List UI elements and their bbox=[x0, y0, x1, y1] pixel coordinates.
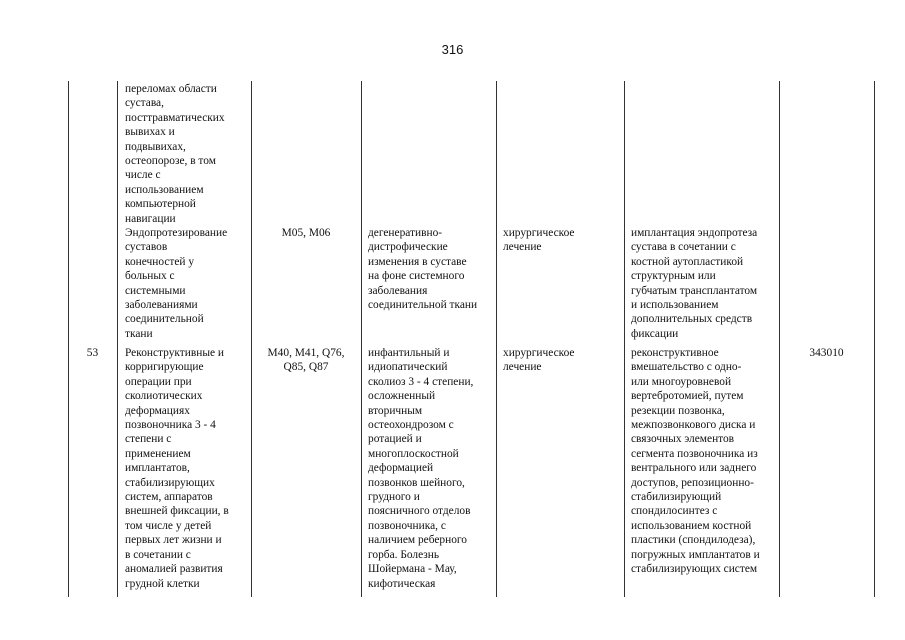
text-line: Шойермана - Мау, bbox=[368, 563, 457, 576]
text-line: навигации bbox=[125, 212, 176, 225]
cell-cost: 343010 bbox=[809, 347, 844, 359]
cell-diagnosis bbox=[368, 346, 473, 591]
text-line: грудной клетки bbox=[125, 577, 200, 590]
text-line: систем, аппаратов bbox=[125, 491, 213, 504]
text-line: фиксации bbox=[631, 327, 679, 340]
text-line: структурным или bbox=[631, 270, 716, 283]
text-line: наличием реберного bbox=[368, 534, 467, 547]
text-line: грудного и bbox=[368, 491, 420, 504]
text-line: лечение bbox=[503, 361, 542, 374]
text-line: сколиоз 3 - 4 степени, bbox=[368, 375, 474, 388]
text-line: переломах области bbox=[125, 83, 217, 95]
text-line: сустава, bbox=[125, 97, 164, 110]
cell-method bbox=[631, 226, 757, 341]
cell-codes bbox=[251, 346, 361, 375]
cell-row-number: 53 bbox=[86, 347, 99, 359]
text-line: соединительной bbox=[125, 313, 204, 326]
table-col-divider bbox=[624, 81, 625, 597]
text-line: имплантатов, bbox=[125, 462, 190, 475]
text-line: и использованием bbox=[631, 299, 719, 312]
text-line: заболевания bbox=[368, 284, 428, 297]
table-border-left bbox=[68, 81, 69, 597]
text-line: дополнительных средств bbox=[631, 313, 753, 326]
text-line: использованием bbox=[125, 183, 204, 196]
text-line: доступов, репозиционно- bbox=[631, 476, 754, 489]
text-line: дистрофические bbox=[368, 241, 448, 254]
text-line: Эндопротезирование bbox=[125, 227, 228, 239]
cell-name bbox=[125, 226, 227, 341]
text-line: поясничного отделов bbox=[368, 505, 471, 518]
table-col-divider bbox=[117, 81, 118, 597]
text-line: вторичным bbox=[368, 404, 423, 417]
cell-diagnosis bbox=[368, 226, 477, 312]
text-line: позвоночника 3 - 4 bbox=[125, 419, 216, 432]
text-line: операции при bbox=[125, 375, 192, 388]
text-line: имплантация эндопротеза bbox=[631, 227, 758, 239]
text-line: на фоне системного bbox=[368, 270, 465, 283]
text-line: костной аутопластикой bbox=[631, 255, 744, 268]
text-line: компьютерной bbox=[125, 198, 196, 211]
text-line: стабилизирующих систем bbox=[631, 563, 758, 576]
table-col-divider bbox=[251, 81, 252, 597]
text-line: вертебротомией, путем bbox=[631, 390, 744, 403]
text-line: деформациях bbox=[125, 404, 190, 417]
table-border-right bbox=[874, 81, 875, 597]
text-line: первых лет жизни и bbox=[125, 534, 222, 547]
text-line: пластики (спондилодеза), bbox=[631, 534, 756, 547]
text-line: погружных имплантатов и bbox=[631, 548, 760, 561]
text-line: хирургическое bbox=[503, 347, 575, 359]
text-line: губчатым трансплантатом bbox=[631, 284, 758, 297]
cell-name bbox=[125, 346, 229, 591]
page-number: 316 bbox=[441, 42, 464, 57]
text-line: корригирующие bbox=[125, 361, 204, 374]
text-line: вентрального или заднего bbox=[631, 462, 757, 475]
text-line: M40, M41, Q76, bbox=[267, 347, 345, 359]
text-line: инфантильный и bbox=[368, 347, 450, 359]
table-col-divider bbox=[779, 81, 780, 597]
text-line: использованием костной bbox=[631, 519, 752, 532]
text-line: или многоуровневой bbox=[631, 375, 732, 388]
text-line: межпозвонкового диска и bbox=[631, 419, 756, 432]
text-line: конечностей у bbox=[125, 255, 195, 268]
text-line: лечение bbox=[503, 241, 542, 254]
text-line: резекции позвонка, bbox=[631, 404, 725, 417]
text-line: суставов bbox=[125, 241, 168, 254]
text-line: многоплоскостной bbox=[368, 447, 459, 460]
text-line: хирургическое bbox=[503, 227, 575, 239]
text-line: заболеваниями bbox=[125, 299, 198, 312]
text-line: применением bbox=[125, 447, 191, 460]
text-line: остеохондрозом с bbox=[368, 419, 454, 432]
table-col-divider bbox=[361, 81, 362, 597]
text-line: в сочетании с bbox=[125, 548, 191, 561]
cell-codes: M05, M06 bbox=[281, 227, 331, 239]
text-line: позвонков шейного, bbox=[368, 476, 465, 489]
text-line: деформацией bbox=[368, 462, 434, 475]
text-line: горба. Болезнь bbox=[368, 548, 440, 561]
text-line: стабилизирующих bbox=[125, 476, 215, 489]
text-line: сколиотических bbox=[125, 390, 203, 403]
text-line: сустава в сочетании с bbox=[631, 241, 736, 254]
text-line: вывихах и bbox=[125, 126, 175, 139]
text-line: ротацией и bbox=[368, 433, 422, 446]
text-line: подвывихах, bbox=[125, 140, 186, 153]
text-line: остеопорозе, в том bbox=[125, 155, 216, 168]
text-line: ткани bbox=[125, 327, 153, 340]
cell-treatment bbox=[503, 346, 574, 375]
table-col-divider bbox=[496, 81, 497, 597]
cell-method bbox=[631, 346, 760, 577]
text-line: спондилосинтез с bbox=[631, 505, 718, 518]
text-line: больных с bbox=[125, 270, 175, 283]
text-line: аномалией развития bbox=[125, 563, 223, 576]
text-line: внешней фиксации, в bbox=[125, 505, 229, 518]
text-line: соединительной ткани bbox=[368, 299, 478, 312]
text-line: вмешательство с одно- bbox=[631, 361, 742, 374]
text-line: осложненный bbox=[368, 390, 436, 403]
text-line: сегмента позвоночника из bbox=[631, 447, 758, 460]
text-line: числе с bbox=[125, 169, 161, 182]
text-line: посттравматических bbox=[125, 111, 225, 124]
cell-name-continued bbox=[125, 82, 225, 226]
text-line: том числе у детей bbox=[125, 519, 212, 532]
text-line: позвоночника, с bbox=[368, 519, 446, 532]
text-line: Реконструктивные и bbox=[125, 347, 224, 359]
text-line: связочных элементов bbox=[631, 433, 735, 446]
text-line: системными bbox=[125, 284, 186, 297]
text-line: идиопатический bbox=[368, 361, 448, 374]
text-line: кифотическая bbox=[368, 577, 436, 590]
text-line: изменения в суставе bbox=[368, 255, 467, 268]
text-line: реконструктивное bbox=[631, 347, 719, 359]
text-line: степени с bbox=[125, 433, 172, 446]
text-line: Q85, Q87 bbox=[283, 361, 329, 374]
text-line: стабилизирующий bbox=[631, 491, 722, 504]
cell-treatment bbox=[503, 226, 574, 255]
text-line: дегенеративно- bbox=[368, 227, 443, 239]
